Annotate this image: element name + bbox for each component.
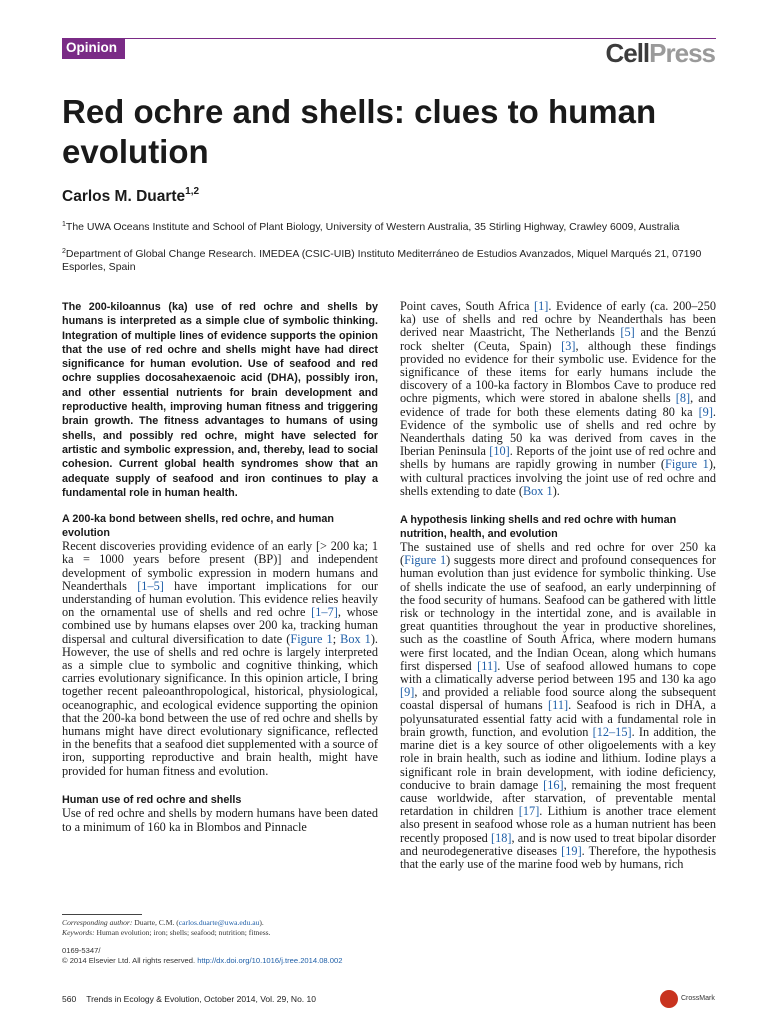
citation-link[interactable]: [16] xyxy=(543,777,564,792)
figure-link[interactable]: Figure 1 xyxy=(665,457,709,472)
text-run: . Evidence of early (ca. 200–250 ka) use of shells and red ochre by Neanderthals has been derived near Maastricht, The Netherlands xyxy=(400,299,716,340)
text-run: , and evidence of trade for both these elements dating 80 ka xyxy=(400,391,716,419)
citation-link[interactable]: [18] xyxy=(490,830,512,845)
paragraph-use-continued xyxy=(400,300,716,498)
article-title: Red ochre and shells: clues to human evolution xyxy=(62,93,657,170)
text-run: The sustained use of shells and red ochre for over 250 ka ( xyxy=(400,540,716,568)
section-heading-hypothesis: A hypothesis linking shells and red ochre with human nutrition, health, and evolution xyxy=(400,514,677,540)
citation-link[interactable]: [1] xyxy=(534,299,549,313)
text-run: ). xyxy=(552,483,560,498)
page-footer xyxy=(62,994,316,1004)
figure-link[interactable]: Figure 1 xyxy=(404,553,447,568)
corresponding-author xyxy=(62,918,378,928)
affil-1-num: 1 xyxy=(62,221,66,228)
section-tag: Opinion xyxy=(62,38,125,59)
citation-link[interactable]: [5] xyxy=(620,325,635,340)
paragraph-use: Use of red ochre and shells by modern humans have been dated to a minimum of 160 ka in Blombos and Pinnacle xyxy=(62,806,378,834)
box-link[interactable]: Box 1 xyxy=(522,483,553,498)
citation-link[interactable]: [3] xyxy=(561,338,576,353)
keywords-text: Human evolution; iron; shells; seafood; nutrition; fitness. xyxy=(94,928,271,937)
text-run: , and provided a reliable food source along the subsequent coastal dispersal of humans xyxy=(400,685,716,713)
text-run: and the Benzú rock shelter (Ceuta, Spain) xyxy=(400,325,717,353)
text-run: , although these findings provided no evidence for their symbolic use. Evidence for the significance of these items for early humans include the discovery of a 100-ka factory in Blombos Cave to produce red ochre pigments, which were stored in abalone shells xyxy=(400,338,716,406)
section-heading-bond: A 200-ka bond between shells, red ochre, and human evolution xyxy=(62,513,334,539)
text-run: . Seafood is rich in DHA, a polyunsaturated essential fatty acid with a fundamental role in brain growth, function, and evolution xyxy=(400,698,716,739)
text-run: , and is now used to treat bipolar disorder and neurodegenerative diseases xyxy=(400,830,716,858)
author-affil-sup: 1,2 xyxy=(185,186,200,197)
text-run: ), with cultural practices involving the joint use of red ochre and shells extending to date ( xyxy=(400,457,716,498)
citation-link[interactable]: [9] xyxy=(400,685,415,700)
affil-1-text: The UWA Oceans Institute and School of Plant Biology, University of Western Australia, 35 Stirling Highway, Crawley 6009, Australia xyxy=(65,221,680,233)
affil-2-text: Department of Global Change Research. IMEDEA (CSIC-UIB) Instituto Mediterráneo de Estudios Avanzados, Miquel Marqués 21, 07190 Esporles, Spain xyxy=(62,248,702,273)
abstract: The 200-kiloannus (ka) use of red ochre and shells by humans is interpreted as a simple clue of symbolic thinking. Integration of multiple lines of evidence supports the opinion that the use of red ochre and shells might have had direct significance for human evolution. Use of seafood and red ochre supplies docosahexaenoic acid (DHA), possibly iron, and other essential nutrients for brain development and reproductive health, improving human fitness and triggering brain growth. The fitness advantages to humans of using shells, and possibly red ochre, might have selected for artistic and symbolic expression, and, thereby, lead to social cohesion. Current global health syndromes show that an adequate supply of seafood and iron continues to play a fundamental role in human health. xyxy=(62,301,378,499)
logo-press: Press xyxy=(649,38,715,68)
corr-end: ). xyxy=(259,918,264,927)
citation-link[interactable]: [8] xyxy=(675,391,691,406)
text-run: . Therefore, the hypothesis that the early use of the marine food web by humans, rich xyxy=(400,843,716,871)
page-number: 560 xyxy=(62,994,77,1004)
section-heading-use: Human use of red ochre and shells xyxy=(62,793,242,806)
keywords xyxy=(62,928,378,938)
text-run: ) suggests more direct and profound consequences for human evolution than just evidence for symbolic thinking. Use of shells indicate the use of seafood, an early underpinning of the food security of humans. Seafood can be gathered with little risk or technology in the intertidal zone, and is available in great quantities throughout the year in productive shorelines, such as the coastline of South Africa, where modern humans were first located, and the Indian Ocean, along which humans first dispersed xyxy=(400,553,716,673)
text-run: Recent discoveries providing evidence of an early [> 200 ka; 1 ka = 1000 years before present (BP)] and independent development of symbolic expression in modern humans and Neanderthals xyxy=(62,539,378,593)
logo-cell: Cell xyxy=(605,38,650,68)
corr-text: Duarte, C.M. ( xyxy=(132,918,179,927)
author-line xyxy=(62,186,199,206)
crossmark-badge[interactable] xyxy=(660,990,716,1010)
affiliation-1 xyxy=(62,218,718,234)
doi-link[interactable]: http://dx.doi.org/10.1016/j.tree.2014.08.002 xyxy=(197,956,343,965)
issn: 0169-5347/ xyxy=(62,946,101,955)
text-run: . Reports of the joint use of red ochre and shells by humans are rapidly growing in number ( xyxy=(400,444,716,472)
text-run: , whose combined use by humans elapses over 200 ka, tracking human dispersal and cultural diversification to date ( xyxy=(62,605,378,646)
text-run: have important implications for our understanding of human evolution. This evidence relies heavily on the ornamental use of shells and red ochre xyxy=(62,578,379,620)
citation-link[interactable]: [1–5] xyxy=(137,578,164,593)
footnote-rule xyxy=(62,914,142,915)
publisher-logo xyxy=(605,38,715,69)
copyright-line xyxy=(62,956,392,966)
email-link[interactable]: carlos.duarte@uwa.edu.au xyxy=(178,918,260,927)
left-column xyxy=(62,300,378,834)
affiliation-2 xyxy=(62,245,718,274)
text-run: . Evidence of the symbolic use of shells and red ochre by Neanderthals dating 50 ka was derived from caves in the Iberian Peninsula xyxy=(400,404,716,459)
text-run: Point caves, South Africa xyxy=(400,299,535,313)
paragraph-hypothesis xyxy=(400,541,716,871)
right-column xyxy=(400,300,716,871)
box-link[interactable]: Box 1 xyxy=(340,631,371,646)
citation-link[interactable]: [11] xyxy=(548,698,569,713)
citation-link[interactable]: [10] xyxy=(489,444,510,459)
journal-citation: Trends in Ecology & Evolution, October 2014, Vol. 29, No. 10 xyxy=(86,994,316,1004)
author-name: Carlos M. Duarte xyxy=(62,188,186,205)
crossmark-label: CrossMark xyxy=(681,995,715,1002)
text-run: ). However, the use of shells and red ochre is largely interpreted as a simple clue to symbolic and cognitive thinking, which carries evolutionary significance. In this opinion article, I bring together recent paleoanthropological, historical, physiological, oceanographic, and ecological evidence supporting the opinion that the 200-ka bond between the use of red ochre and shells by humans might have direct evolutionary significance, reflected in the benefits that a seafood diet supplemented with a source of iron, supporting reproductive and brain health, might have provided for human fitness and evolution. xyxy=(62,631,378,778)
citation-link[interactable]: [12–15] xyxy=(592,724,632,739)
text-run: . Lithium is another trace element also present in seafood whose role as a human nutrient has been recently proposed xyxy=(400,804,716,845)
citation-link[interactable]: [9] xyxy=(698,404,713,419)
citation-link[interactable]: [1–7] xyxy=(311,605,338,620)
text-run: , remaining the most frequent cause worldwide, after starvation, of preventable mental retardation in children xyxy=(400,777,716,819)
figure-link[interactable]: Figure 1 xyxy=(290,631,333,646)
text-run: . Use of seafood allowed humans to cope with a climatically adverse period between 195 and 130 ka ago xyxy=(400,658,716,687)
citation-link[interactable]: [19] xyxy=(561,843,582,858)
paragraph-bond xyxy=(62,540,378,778)
text-run: . In addition, the marine diet is a key source of other oligoelements with a key role in brain health, such as iodine and lithium. Iodine plays a significant role in brain development, with iodine deficiency, conducive to brain damage xyxy=(400,724,716,792)
keywords-label: Keywords: xyxy=(62,928,95,937)
citation-link[interactable]: [17] xyxy=(518,804,540,819)
citation-link[interactable]: [11] xyxy=(477,658,498,673)
text-run: ; xyxy=(332,631,341,646)
crossmark-icon xyxy=(660,990,678,1008)
affil-2-num: 2 xyxy=(62,248,66,255)
corr-label: Corresponding author: xyxy=(62,918,133,927)
copyright-text: © 2014 Elsevier Ltd. All rights reserved. xyxy=(62,956,198,965)
